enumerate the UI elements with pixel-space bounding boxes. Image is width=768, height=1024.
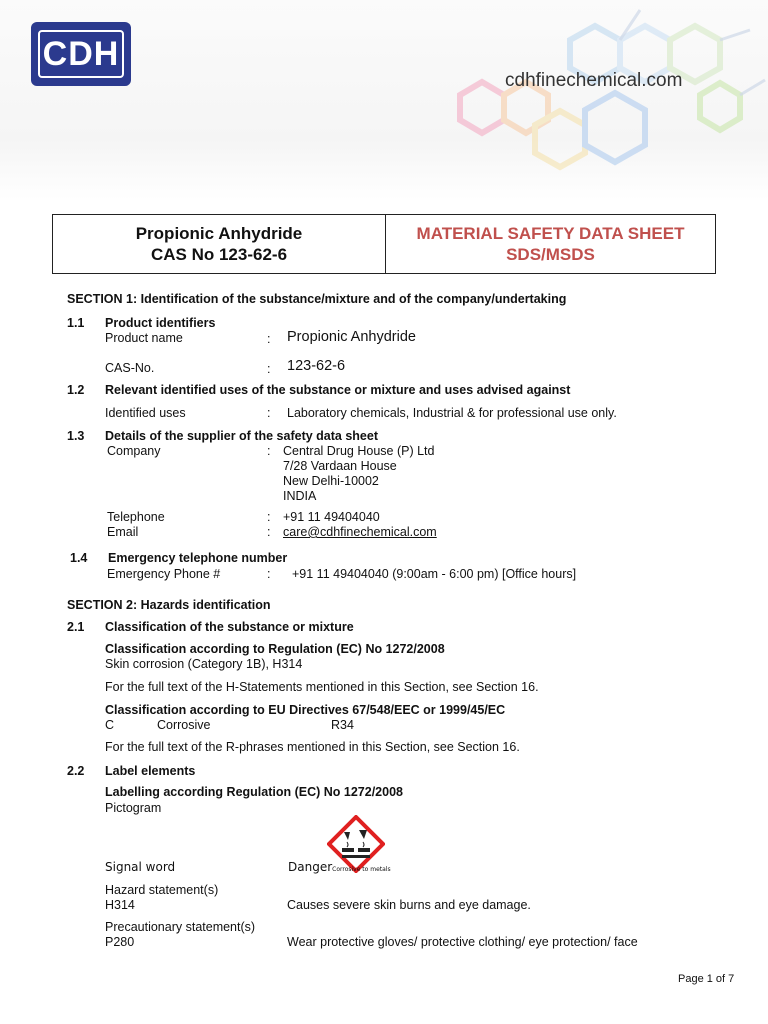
emergency-phone-label: Emergency Phone # — [107, 567, 221, 581]
email-label: Email — [107, 525, 139, 539]
identified-uses-label: Identified uses — [105, 406, 186, 420]
precaution-text: Wear protective gloves/ protective clothing/ eye protection/ face — [287, 935, 638, 949]
product-cas-title: CAS No 123-62-6 — [150, 245, 288, 264]
email-link[interactable]: care@cdhfinechemical.com — [283, 525, 437, 539]
telephone-value: +91 11 49404040 — [283, 510, 380, 524]
cas-value: 123-62-6 — [287, 358, 346, 374]
colon: : — [267, 525, 271, 539]
section-2-2-title: Label elements — [105, 764, 196, 778]
r-phrase-note: For the full text of the R-phrases mentioned in this Section, see Section 16. — [105, 740, 520, 754]
hazard-code: H314 — [105, 898, 135, 912]
pictogram-label: Pictogram — [105, 801, 162, 815]
regulation-classification-title: Classification according to Regulation (EC) No 1272/2008 — [105, 642, 445, 656]
cas-label: CAS-No. — [105, 361, 155, 375]
section-1-2-number: 1.2 — [67, 383, 85, 397]
section-2-1-title: Classification of the substance or mixture — [105, 620, 354, 634]
logo-text: CDH — [42, 35, 120, 73]
section1-heading: SECTION 1: Identification of the substance/mixture and of the company/undertaking — [67, 292, 567, 306]
signal-word-subtext: Corrosive to metals — [332, 866, 391, 873]
document-type-cell — [386, 215, 715, 273]
logo-frame — [38, 30, 124, 78]
colon: : — [267, 362, 271, 376]
company-line: 7/28 Vardaan House — [283, 459, 397, 473]
labelling-title: Labelling according Regulation (EC) No 1272/2008 — [105, 785, 403, 799]
section2-heading: SECTION 2: Hazards identification — [67, 598, 271, 612]
company-label: Company — [107, 444, 161, 458]
section-1-1-number: 1.1 — [67, 316, 85, 330]
eu-r-phrase: R34 — [331, 718, 354, 732]
product-name-value: Propionic Anhydride — [287, 329, 416, 345]
title-box — [52, 214, 716, 274]
colon: : — [267, 406, 271, 420]
signal-word-value — [288, 860, 391, 877]
company-line: Central Drug House (P) Ltd — [283, 444, 435, 458]
company-line: INDIA — [283, 489, 317, 503]
section-2-2-number: 2.2 — [67, 764, 85, 778]
identified-uses-value: Laboratory chemicals, Industrial & for professional use only. — [287, 406, 617, 420]
section-1-4-title: Emergency telephone number — [108, 551, 288, 565]
product-title-cell — [53, 215, 386, 273]
section-1-1-title: Product identifiers — [105, 316, 216, 330]
h-statement-note: For the full text of the H-Statements mentioned in this Section, see Section 16. — [105, 680, 539, 694]
signal-word-text: Danger — [288, 860, 333, 874]
cdh-logo — [31, 22, 131, 86]
document-subtype: SDS/MSDS — [506, 245, 595, 264]
eu-class: Corrosive — [157, 718, 211, 732]
colon: : — [267, 567, 271, 581]
section-1-4-number: 1.4 — [70, 551, 88, 565]
document-type: MATERIAL SAFETY DATA SHEET — [416, 224, 685, 243]
product-title: Propionic Anhydride — [135, 224, 303, 243]
company-line: New Delhi-10002 — [283, 474, 379, 488]
product-name-label: Product name — [105, 331, 183, 345]
colon: : — [267, 510, 271, 524]
precaution-code: P280 — [105, 935, 135, 949]
hazard-statements-label: Hazard statement(s) — [105, 883, 219, 897]
eu-directive-title: Classification according to EU Directives 67/548/EEC or 1999/45/EC — [105, 703, 506, 717]
regulation-classification-value: Skin corrosion (Category 1B), H314 — [105, 657, 303, 671]
section-1-3-number: 1.3 — [67, 429, 85, 443]
signal-word-label: Signal word — [105, 860, 176, 874]
colon: : — [267, 332, 271, 346]
molecule-decoration-icon — [420, 0, 768, 200]
website-url: cdhfinechemical.com — [505, 70, 683, 91]
eu-code: C — [105, 718, 115, 732]
hazard-text: Causes severe skin burns and eye damage. — [287, 898, 531, 912]
page-number: Page 1 of 7 — [678, 973, 735, 985]
section-2-1-number: 2.1 — [67, 620, 85, 634]
section-1-3-title: Details of the supplier of the safety data sheet — [105, 429, 378, 443]
section-1-2-title: Relevant identified uses of the substance or mixture and uses advised against — [105, 383, 571, 397]
colon: : — [267, 444, 271, 458]
precautionary-statements-label: Precautionary statement(s) — [105, 920, 256, 934]
telephone-label: Telephone — [107, 510, 165, 524]
emergency-phone-value: +91 11 49404040 (9:00am - 6:00 pm) [Office hours] — [292, 567, 577, 581]
